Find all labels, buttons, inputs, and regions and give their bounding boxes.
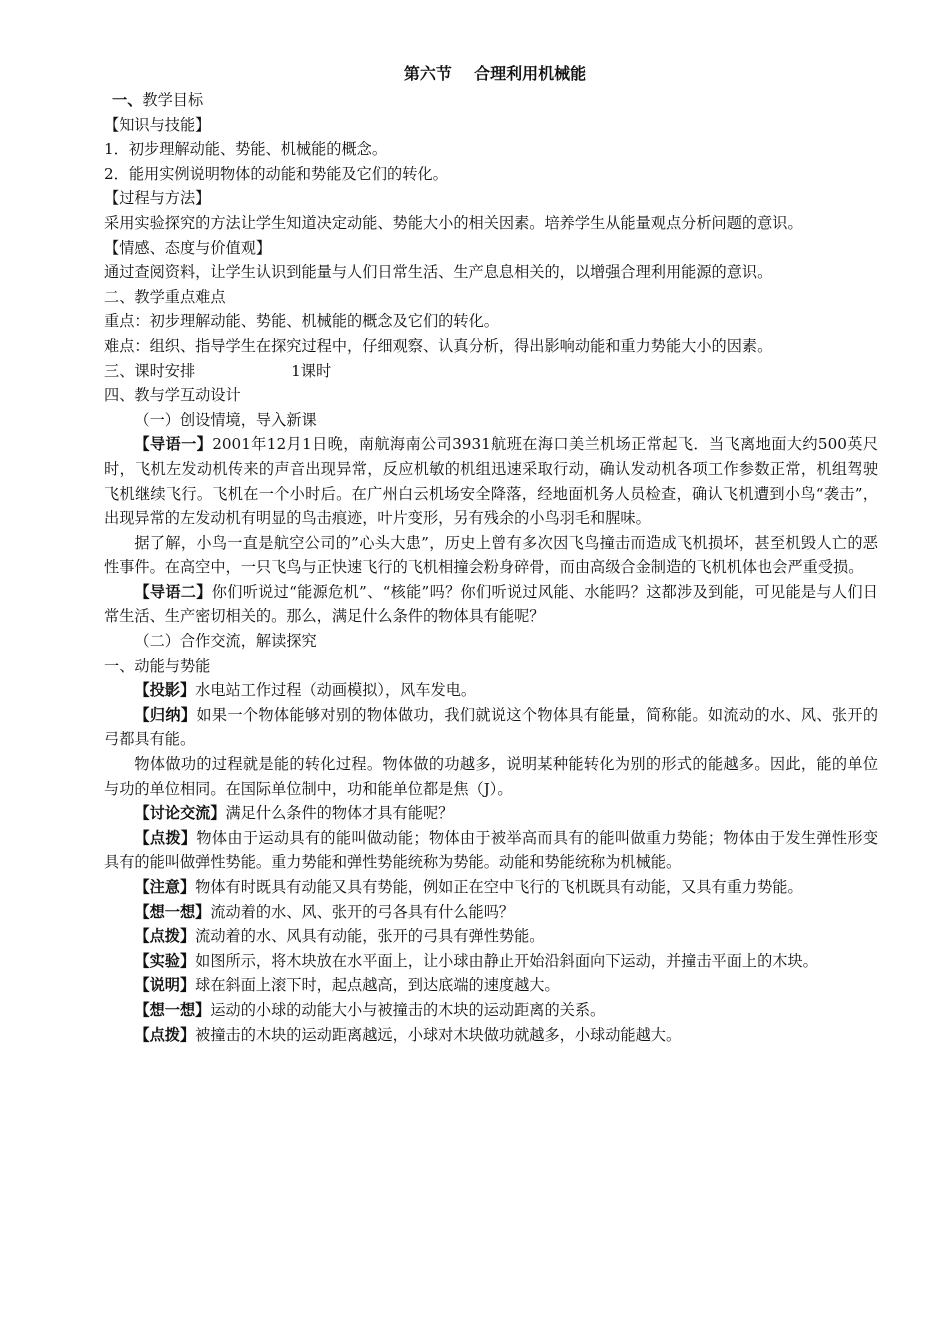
- tip-2-text: 流动着的水、风具有动能，张开的弓具有弹性势能。: [195, 927, 545, 946]
- projection-tag: 【投影】: [134, 681, 196, 700]
- design-header: 四、教与学互动设计: [104, 386, 241, 405]
- goals-number: 一、: [112, 91, 143, 109]
- explain-text: 球在斜面上滚下时，起点越高，到达底端的速度越大。: [195, 976, 560, 995]
- part2-header: （二）合作交流，解读探究: [134, 632, 317, 651]
- page-title: 第六节 合理利用机械能: [403, 64, 587, 83]
- schedule-line: [104, 359, 878, 384]
- part1-header: （一）创设情境，导入新课: [134, 410, 317, 429]
- intro-2-text: 你们听说过“能源危机”、“核能”吗？你们听说过风能、水能吗？这都涉及到能，可见能是与人们日常生活、生产密切相关的。那么，满足什么条件的物体具有能呢？: [104, 582, 878, 626]
- emotion-text: 通过查阅资料，让学生认识到能量与人们日常生活、生产息息相关的，以增强合理利用能源的意识。: [104, 263, 773, 282]
- difficult-point: 难点：组织、指导学生在探究过程中，仔细观察、认真分析，得出影响动能和重力势能大小的因素。: [104, 336, 773, 355]
- think-1-text: 流动着的水、风、张开的弓各具有什么能吗？: [210, 902, 515, 921]
- intro-1-paragraph: [104, 432, 878, 530]
- discuss-tag: 【讨论交流】: [134, 804, 226, 823]
- experiment-text: 如图所示，将木块放在水平面上，让小球由静止开始沿斜面向下运动，并撞击平面上的木块。: [195, 951, 818, 970]
- experiment-tag: 【实验】: [134, 951, 196, 970]
- intro-1-tag: 【导语一】: [134, 435, 213, 454]
- knowledge-item-1: 1．初步理解动能、势能、机械能的概念。: [104, 140, 388, 159]
- tip-2-tag: 【点拨】: [134, 927, 196, 946]
- projection-text: 水电站工作过程（动画模拟），风车发电。: [195, 681, 477, 700]
- tip-2-paragraph: [104, 924, 878, 949]
- explain-tag: 【说明】: [134, 976, 196, 995]
- note-paragraph: [104, 875, 878, 900]
- think-1-tag: 【想一想】: [134, 902, 211, 921]
- goals-heading: [104, 88, 878, 113]
- process-text: 采用实验探究的方法让学生知道决定动能、势能大小的相关因素。培养学生从能量观点分析问题的意识。: [104, 213, 803, 232]
- work-paragraph: 物体做功的过程就是能的转化过程。物体做的功越多，说明某种能转化为别的形式的能越多。因此，能的单位与功的单位相同。在国际单位制中，功和能单位都是焦（J）。: [104, 755, 878, 798]
- knowledge-header: 【知识与技能】: [104, 115, 211, 134]
- key-point: 重点：初步理解动能、势能、机械能的概念及它们的转化。: [104, 312, 499, 331]
- summary-tag: 【归纳】: [134, 705, 197, 724]
- discuss-paragraph: [104, 801, 878, 826]
- intro-2-tag: 【导语二】: [134, 582, 212, 601]
- discuss-text: 满足什么条件的物体才具有能呢？: [225, 804, 454, 823]
- intro-1-continued: 据了解，小鸟一直是航空公司的”心头大患”，历史上曾有多次因飞鸟撞击而造成飞机损坏，甚至机毁人亡的恶性事件。在高空中，一只飞鸟与正快速飞行的飞机相撞会粉身碎骨，而由高级合金制造的飞机机体也会严重受损。: [104, 533, 878, 577]
- think-2-paragraph: [104, 998, 878, 1023]
- note-text: 物体有时既具有动能又具有势能，例如正在空中飞行的飞机既具有动能，又具有重力势能。: [195, 878, 803, 896]
- goals-label: 教学目标: [142, 91, 204, 109]
- note-tag: 【注意】: [134, 878, 196, 896]
- tip-3-text: 被撞击的木块的运动距离越远，小球对木块做功就越多，小球动能越大。: [195, 1025, 682, 1044]
- tip-1-tag: 【点拨】: [134, 828, 197, 847]
- schedule-label: 三、课时安排: [104, 361, 196, 380]
- projection-paragraph: [104, 678, 878, 703]
- think-2-tag: 【想一想】: [134, 1000, 211, 1019]
- schedule-value: 1课时: [291, 361, 332, 380]
- tip-1-paragraph: [104, 826, 878, 875]
- emotion-header: 【情感、态度与价值观】: [104, 238, 272, 257]
- key-points-header: 二、教学重点难点: [104, 287, 226, 306]
- experiment-paragraph: [104, 949, 878, 974]
- think-1-paragraph: [104, 900, 878, 925]
- knowledge-item-2: 2．能用实例说明物体的动能和势能及它们的转化。: [104, 164, 448, 183]
- tip-3-paragraph: [104, 1023, 878, 1048]
- subsection-1-header: 一、动能与势能: [104, 656, 211, 675]
- explain-paragraph: [104, 973, 878, 998]
- intro-1-text: 2001年12月1日晚，南航海南公司3931航班在海口美兰机场正常起飞．当飞离地面大约500英尺时，飞机左发动机传来的声音出现异常，反应机敏的机组迅速采取行动，确认发动机各项工作参数正常，机组驾驶飞机继续飞行。飞机在一个小时后。在广州白云机场安全降落，经地面机务人员检查，确认飞机遭到小鸟“袭击”，出现异常的左发动机有明显的鸟击痕迹，叶片变形，另有残余的小鸟羽毛和腥味。: [104, 435, 879, 528]
- summary-paragraph: [104, 703, 878, 752]
- document-page: [104, 62, 878, 1047]
- process-header: 【过程与方法】: [104, 189, 211, 208]
- tip-3-tag: 【点拨】: [134, 1025, 196, 1044]
- think-2-text: 运动的小球的动能大小与被撞击的木块的运动距离的关系。: [210, 1000, 606, 1019]
- intro-2-paragraph: [104, 580, 878, 629]
- tip-1-text: 物体由于运动具有的能叫做动能；物体由于被举高而具有的能叫做重力势能；物体由于发生弹性形变具有的能叫做弹性势能。重力势能和弹性势能统称为势能。动能和势能统称为机械能。: [104, 828, 879, 872]
- summary-text: 如果一个物体能够对别的物体做功，我们就说这个物体具有能量，简称能。如流动的水、风、张开的弓都具有能。: [104, 705, 879, 749]
